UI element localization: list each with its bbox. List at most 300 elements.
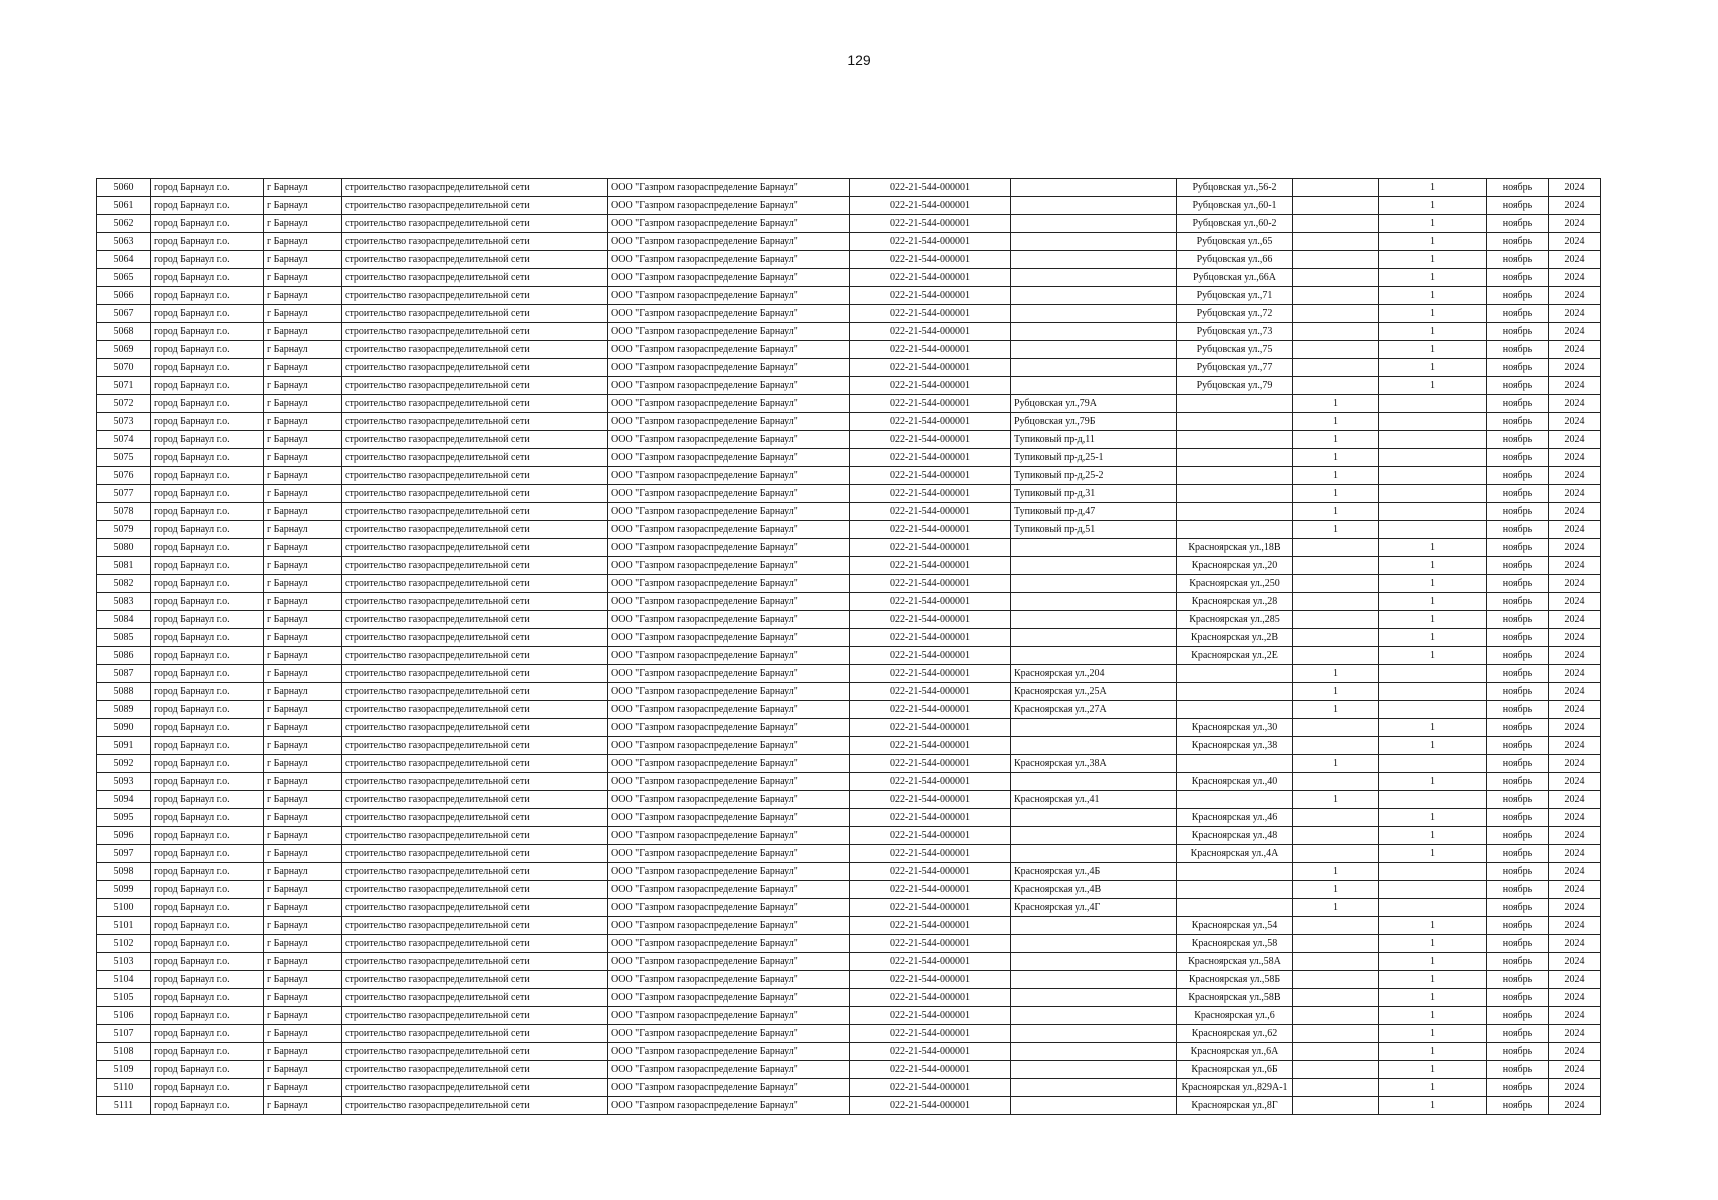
district-cell: город Барнаул г.о. xyxy=(151,215,264,233)
count-a-cell xyxy=(1293,359,1379,377)
address-b-cell: Красноярская ул.,6А xyxy=(1177,1043,1293,1061)
month-cell: ноябрь xyxy=(1487,881,1549,899)
code-cell: 022-21-544-000001 xyxy=(850,287,1011,305)
work-type-cell: строительство газораспределительной сети xyxy=(342,359,608,377)
address-b-cell: Красноярская ул.,6Б xyxy=(1177,1061,1293,1079)
district-cell: город Барнаул г.о. xyxy=(151,305,264,323)
district-cell: город Барнаул г.о. xyxy=(151,611,264,629)
address-a-cell: Красноярская ул.,204 xyxy=(1011,665,1177,683)
count-b-cell: 1 xyxy=(1379,737,1487,755)
city-cell: г Барнаул xyxy=(264,1007,342,1025)
table-row xyxy=(97,557,1601,575)
row-number-cell: 5060 xyxy=(97,179,151,197)
count-b-cell xyxy=(1379,413,1487,431)
city-cell: г Барнаул xyxy=(264,989,342,1007)
month-cell: ноябрь xyxy=(1487,449,1549,467)
year-cell: 2024 xyxy=(1549,287,1601,305)
city-cell: г Барнаул xyxy=(264,953,342,971)
count-a-cell xyxy=(1293,251,1379,269)
district-cell: город Барнаул г.о. xyxy=(151,773,264,791)
year-cell: 2024 xyxy=(1549,341,1601,359)
city-cell: г Барнаул xyxy=(264,359,342,377)
row-number-cell: 5065 xyxy=(97,269,151,287)
city-cell: г Барнаул xyxy=(264,1097,342,1115)
city-cell: г Барнаул xyxy=(264,647,342,665)
city-cell: г Барнаул xyxy=(264,845,342,863)
address-a-cell: Тупиковый пр-д,11 xyxy=(1011,431,1177,449)
row-number-cell: 5091 xyxy=(97,737,151,755)
year-cell: 2024 xyxy=(1549,827,1601,845)
row-number-cell: 5079 xyxy=(97,521,151,539)
address-a-cell xyxy=(1011,1097,1177,1115)
month-cell: ноябрь xyxy=(1487,863,1549,881)
address-b-cell: Красноярская ул.,8Г xyxy=(1177,1097,1293,1115)
count-a-cell: 1 xyxy=(1293,467,1379,485)
month-cell: ноябрь xyxy=(1487,179,1549,197)
address-b-cell: Красноярская ул.,18В xyxy=(1177,539,1293,557)
work-type-cell: строительство газораспределительной сети xyxy=(342,233,608,251)
year-cell: 2024 xyxy=(1549,737,1601,755)
district-cell: город Барнаул г.о. xyxy=(151,701,264,719)
work-type-cell: строительство газораспределительной сети xyxy=(342,179,608,197)
count-a-cell xyxy=(1293,845,1379,863)
table-row xyxy=(97,593,1601,611)
organization-cell: ООО "Газпром газораспределение Барнаул" xyxy=(608,1025,850,1043)
code-cell: 022-21-544-000001 xyxy=(850,971,1011,989)
work-type-cell: строительство газораспределительной сети xyxy=(342,467,608,485)
table-row xyxy=(97,1025,1601,1043)
city-cell: г Барнаул xyxy=(264,755,342,773)
count-b-cell: 1 xyxy=(1379,1097,1487,1115)
address-b-cell: Красноярская ул.,285 xyxy=(1177,611,1293,629)
address-b-cell xyxy=(1177,485,1293,503)
address-a-cell xyxy=(1011,1043,1177,1061)
organization-cell: ООО "Газпром газораспределение Барнаул" xyxy=(608,521,850,539)
city-cell: г Барнаул xyxy=(264,1061,342,1079)
district-cell: город Барнаул г.о. xyxy=(151,1097,264,1115)
table-row xyxy=(97,485,1601,503)
year-cell: 2024 xyxy=(1549,215,1601,233)
work-type-cell: строительство газораспределительной сети xyxy=(342,1025,608,1043)
month-cell: ноябрь xyxy=(1487,953,1549,971)
row-number-cell: 5108 xyxy=(97,1043,151,1061)
month-cell: ноябрь xyxy=(1487,251,1549,269)
count-a-cell xyxy=(1293,611,1379,629)
count-b-cell: 1 xyxy=(1379,827,1487,845)
address-a-cell xyxy=(1011,953,1177,971)
address-b-cell xyxy=(1177,899,1293,917)
table-row xyxy=(97,719,1601,737)
month-cell: ноябрь xyxy=(1487,215,1549,233)
work-type-cell: строительство газораспределительной сети xyxy=(342,413,608,431)
work-type-cell: строительство газораспределительной сети xyxy=(342,521,608,539)
table-row xyxy=(97,251,1601,269)
count-a-cell: 1 xyxy=(1293,881,1379,899)
count-b-cell: 1 xyxy=(1379,269,1487,287)
district-cell: город Барнаул г.о. xyxy=(151,539,264,557)
organization-cell: ООО "Газпром газораспределение Барнаул" xyxy=(608,485,850,503)
row-number-cell: 5105 xyxy=(97,989,151,1007)
work-type-cell: строительство газораспределительной сети xyxy=(342,737,608,755)
city-cell: г Барнаул xyxy=(264,341,342,359)
count-b-cell: 1 xyxy=(1379,305,1487,323)
table-row xyxy=(97,431,1601,449)
table-row xyxy=(97,629,1601,647)
organization-cell: ООО "Газпром газораспределение Барнаул" xyxy=(608,665,850,683)
count-b-cell: 1 xyxy=(1379,1007,1487,1025)
row-number-cell: 5096 xyxy=(97,827,151,845)
address-a-cell xyxy=(1011,647,1177,665)
year-cell: 2024 xyxy=(1549,1079,1601,1097)
count-b-cell: 1 xyxy=(1379,773,1487,791)
row-number-cell: 5088 xyxy=(97,683,151,701)
district-cell: город Барнаул г.о. xyxy=(151,1025,264,1043)
address-b-cell: Красноярская ул.,38 xyxy=(1177,737,1293,755)
district-cell: город Барнаул г.о. xyxy=(151,1061,264,1079)
row-number-cell: 5069 xyxy=(97,341,151,359)
work-type-cell: строительство газораспределительной сети xyxy=(342,935,608,953)
year-cell: 2024 xyxy=(1549,521,1601,539)
organization-cell: ООО "Газпром газораспределение Барнаул" xyxy=(608,935,850,953)
year-cell: 2024 xyxy=(1549,179,1601,197)
address-b-cell: Рубцовская ул.,77 xyxy=(1177,359,1293,377)
year-cell: 2024 xyxy=(1549,611,1601,629)
year-cell: 2024 xyxy=(1549,935,1601,953)
code-cell: 022-21-544-000001 xyxy=(850,989,1011,1007)
work-type-cell: строительство газораспределительной сети xyxy=(342,665,608,683)
year-cell: 2024 xyxy=(1549,449,1601,467)
organization-cell: ООО "Газпром газораспределение Барнаул" xyxy=(608,719,850,737)
district-cell: город Барнаул г.о. xyxy=(151,485,264,503)
count-a-cell xyxy=(1293,1025,1379,1043)
month-cell: ноябрь xyxy=(1487,773,1549,791)
organization-cell: ООО "Газпром газораспределение Барнаул" xyxy=(608,431,850,449)
code-cell: 022-21-544-000001 xyxy=(850,485,1011,503)
count-a-cell xyxy=(1293,215,1379,233)
district-cell: город Барнаул г.о. xyxy=(151,323,264,341)
address-a-cell xyxy=(1011,611,1177,629)
address-a-cell xyxy=(1011,305,1177,323)
address-a-cell xyxy=(1011,251,1177,269)
month-cell: ноябрь xyxy=(1487,521,1549,539)
code-cell: 022-21-544-000001 xyxy=(850,827,1011,845)
year-cell: 2024 xyxy=(1549,413,1601,431)
city-cell: г Барнаул xyxy=(264,629,342,647)
count-b-cell xyxy=(1379,881,1487,899)
address-a-cell: Тупиковый пр-д,51 xyxy=(1011,521,1177,539)
code-cell: 022-21-544-000001 xyxy=(850,395,1011,413)
code-cell: 022-21-544-000001 xyxy=(850,791,1011,809)
organization-cell: ООО "Газпром газораспределение Барнаул" xyxy=(608,323,850,341)
city-cell: г Барнаул xyxy=(264,377,342,395)
table-row xyxy=(97,683,1601,701)
address-a-cell xyxy=(1011,827,1177,845)
address-a-cell: Красноярская ул.,41 xyxy=(1011,791,1177,809)
address-b-cell: Красноярская ул.,4А xyxy=(1177,845,1293,863)
table-row xyxy=(97,521,1601,539)
row-number-cell: 5098 xyxy=(97,863,151,881)
code-cell: 022-21-544-000001 xyxy=(850,881,1011,899)
year-cell: 2024 xyxy=(1549,575,1601,593)
city-cell: г Барнаул xyxy=(264,467,342,485)
organization-cell: ООО "Газпром газораспределение Барнаул" xyxy=(608,989,850,1007)
code-cell: 022-21-544-000001 xyxy=(850,1097,1011,1115)
district-cell: город Барнаул г.о. xyxy=(151,557,264,575)
city-cell: г Барнаул xyxy=(264,593,342,611)
table-row xyxy=(97,1097,1601,1115)
month-cell: ноябрь xyxy=(1487,611,1549,629)
count-a-cell: 1 xyxy=(1293,431,1379,449)
month-cell: ноябрь xyxy=(1487,827,1549,845)
organization-cell: ООО "Газпром газораспределение Барнаул" xyxy=(608,755,850,773)
year-cell: 2024 xyxy=(1549,773,1601,791)
address-a-cell: Красноярская ул.,27А xyxy=(1011,701,1177,719)
address-b-cell xyxy=(1177,755,1293,773)
address-b-cell: Красноярская ул.,40 xyxy=(1177,773,1293,791)
year-cell: 2024 xyxy=(1549,881,1601,899)
address-a-cell: Тупиковый пр-д,25-1 xyxy=(1011,449,1177,467)
organization-cell: ООО "Газпром газораспределение Барнаул" xyxy=(608,845,850,863)
work-type-cell: строительство газораспределительной сети xyxy=(342,791,608,809)
district-cell: город Барнаул г.о. xyxy=(151,737,264,755)
row-number-cell: 5066 xyxy=(97,287,151,305)
count-b-cell: 1 xyxy=(1379,539,1487,557)
count-b-cell: 1 xyxy=(1379,377,1487,395)
organization-cell: ООО "Газпром газораспределение Барнаул" xyxy=(608,341,850,359)
address-b-cell xyxy=(1177,791,1293,809)
count-b-cell xyxy=(1379,899,1487,917)
month-cell: ноябрь xyxy=(1487,647,1549,665)
row-number-cell: 5070 xyxy=(97,359,151,377)
work-type-cell: строительство газораспределительной сети xyxy=(342,845,608,863)
year-cell: 2024 xyxy=(1549,395,1601,413)
district-cell: город Барнаул г.о. xyxy=(151,467,264,485)
count-a-cell xyxy=(1293,1097,1379,1115)
code-cell: 022-21-544-000001 xyxy=(850,251,1011,269)
month-cell: ноябрь xyxy=(1487,845,1549,863)
address-b-cell xyxy=(1177,431,1293,449)
count-a-cell: 1 xyxy=(1293,683,1379,701)
count-a-cell xyxy=(1293,647,1379,665)
address-b-cell: Красноярская ул.,2В xyxy=(1177,629,1293,647)
count-a-cell: 1 xyxy=(1293,521,1379,539)
work-type-cell: строительство газораспределительной сети xyxy=(342,971,608,989)
year-cell: 2024 xyxy=(1549,557,1601,575)
table-row xyxy=(97,827,1601,845)
table-row xyxy=(97,647,1601,665)
count-a-cell xyxy=(1293,935,1379,953)
organization-cell: ООО "Газпром газораспределение Барнаул" xyxy=(608,395,850,413)
table-row xyxy=(97,503,1601,521)
address-b-cell: Красноярская ул.,20 xyxy=(1177,557,1293,575)
table-row xyxy=(97,881,1601,899)
count-b-cell: 1 xyxy=(1379,359,1487,377)
address-a-cell xyxy=(1011,197,1177,215)
work-type-cell: строительство газораспределительной сети xyxy=(342,1061,608,1079)
organization-cell: ООО "Газпром газораспределение Барнаул" xyxy=(608,251,850,269)
row-number-cell: 5082 xyxy=(97,575,151,593)
year-cell: 2024 xyxy=(1549,953,1601,971)
count-b-cell: 1 xyxy=(1379,1025,1487,1043)
row-number-cell: 5100 xyxy=(97,899,151,917)
district-cell: город Барнаул г.о. xyxy=(151,881,264,899)
count-b-cell: 1 xyxy=(1379,341,1487,359)
code-cell: 022-21-544-000001 xyxy=(850,701,1011,719)
address-b-cell: Красноярская ул.,2Е xyxy=(1177,647,1293,665)
count-a-cell xyxy=(1293,305,1379,323)
month-cell: ноябрь xyxy=(1487,485,1549,503)
row-number-cell: 5102 xyxy=(97,935,151,953)
count-b-cell: 1 xyxy=(1379,845,1487,863)
address-a-cell xyxy=(1011,575,1177,593)
organization-cell: ООО "Газпром газораспределение Барнаул" xyxy=(608,683,850,701)
address-a-cell: Красноярская ул.,4Г xyxy=(1011,899,1177,917)
month-cell: ноябрь xyxy=(1487,1097,1549,1115)
work-type-cell: строительство газораспределительной сети xyxy=(342,683,608,701)
address-a-cell xyxy=(1011,989,1177,1007)
table-row xyxy=(97,899,1601,917)
city-cell: г Барнаул xyxy=(264,449,342,467)
district-cell: город Барнаул г.о. xyxy=(151,179,264,197)
month-cell: ноябрь xyxy=(1487,1025,1549,1043)
district-cell: город Барнаул г.о. xyxy=(151,863,264,881)
table-row xyxy=(97,953,1601,971)
organization-cell: ООО "Газпром газораспределение Барнаул" xyxy=(608,701,850,719)
code-cell: 022-21-544-000001 xyxy=(850,683,1011,701)
table-row xyxy=(97,809,1601,827)
year-cell: 2024 xyxy=(1549,197,1601,215)
count-b-cell xyxy=(1379,521,1487,539)
table-row xyxy=(97,1043,1601,1061)
city-cell: г Барнаул xyxy=(264,269,342,287)
table-row xyxy=(97,323,1601,341)
table-row xyxy=(97,971,1601,989)
row-number-cell: 5111 xyxy=(97,1097,151,1115)
code-cell: 022-21-544-000001 xyxy=(850,503,1011,521)
organization-cell: ООО "Газпром газораспределение Барнаул" xyxy=(608,557,850,575)
work-type-cell: строительство газораспределительной сети xyxy=(342,989,608,1007)
month-cell: ноябрь xyxy=(1487,395,1549,413)
city-cell: г Барнаул xyxy=(264,683,342,701)
count-a-cell xyxy=(1293,971,1379,989)
row-number-cell: 5073 xyxy=(97,413,151,431)
district-cell: город Барнаул г.о. xyxy=(151,521,264,539)
row-number-cell: 5099 xyxy=(97,881,151,899)
district-cell: город Барнаул г.о. xyxy=(151,269,264,287)
district-cell: город Барнаул г.о. xyxy=(151,1079,264,1097)
month-cell: ноябрь xyxy=(1487,791,1549,809)
count-b-cell: 1 xyxy=(1379,287,1487,305)
code-cell: 022-21-544-000001 xyxy=(850,431,1011,449)
address-b-cell xyxy=(1177,665,1293,683)
address-b-cell: Красноярская ул.,6 xyxy=(1177,1007,1293,1025)
count-b-cell: 1 xyxy=(1379,971,1487,989)
table-row xyxy=(97,917,1601,935)
work-type-cell: строительство газораспределительной сети xyxy=(342,431,608,449)
row-number-cell: 5081 xyxy=(97,557,151,575)
count-b-cell: 1 xyxy=(1379,1061,1487,1079)
address-b-cell xyxy=(1177,503,1293,521)
district-cell: город Барнаул г.о. xyxy=(151,989,264,1007)
district-cell: город Барнаул г.о. xyxy=(151,755,264,773)
code-cell: 022-21-544-000001 xyxy=(850,611,1011,629)
address-a-cell xyxy=(1011,287,1177,305)
work-type-cell: строительство газораспределительной сети xyxy=(342,557,608,575)
table-row xyxy=(97,989,1601,1007)
city-cell: г Барнаул xyxy=(264,305,342,323)
work-type-cell: строительство газораспределительной сети xyxy=(342,593,608,611)
month-cell: ноябрь xyxy=(1487,539,1549,557)
count-a-cell xyxy=(1293,1079,1379,1097)
count-a-cell: 1 xyxy=(1293,791,1379,809)
district-cell: город Барнаул г.о. xyxy=(151,359,264,377)
row-number-cell: 5109 xyxy=(97,1061,151,1079)
count-b-cell: 1 xyxy=(1379,647,1487,665)
address-a-cell xyxy=(1011,1061,1177,1079)
count-a-cell xyxy=(1293,575,1379,593)
year-cell: 2024 xyxy=(1549,1025,1601,1043)
address-b-cell xyxy=(1177,467,1293,485)
table-row xyxy=(97,179,1601,197)
month-cell: ноябрь xyxy=(1487,593,1549,611)
month-cell: ноябрь xyxy=(1487,233,1549,251)
organization-cell: ООО "Газпром газораспределение Барнаул" xyxy=(608,827,850,845)
code-cell: 022-21-544-000001 xyxy=(850,899,1011,917)
row-number-cell: 5103 xyxy=(97,953,151,971)
code-cell: 022-21-544-000001 xyxy=(850,413,1011,431)
count-a-cell: 1 xyxy=(1293,701,1379,719)
count-a-cell xyxy=(1293,593,1379,611)
row-number-cell: 5078 xyxy=(97,503,151,521)
month-cell: ноябрь xyxy=(1487,1061,1549,1079)
organization-cell: ООО "Газпром газораспределение Барнаул" xyxy=(608,359,850,377)
count-a-cell xyxy=(1293,1007,1379,1025)
work-type-cell: строительство газораспределительной сети xyxy=(342,1097,608,1115)
district-cell: город Барнаул г.о. xyxy=(151,953,264,971)
count-b-cell xyxy=(1379,791,1487,809)
city-cell: г Барнаул xyxy=(264,197,342,215)
code-cell: 022-21-544-000001 xyxy=(850,809,1011,827)
address-b-cell: Красноярская ул.,250 xyxy=(1177,575,1293,593)
address-b-cell: Красноярская ул.,28 xyxy=(1177,593,1293,611)
year-cell: 2024 xyxy=(1549,647,1601,665)
city-cell: г Барнаул xyxy=(264,521,342,539)
work-type-cell: строительство газораспределительной сети xyxy=(342,197,608,215)
organization-cell: ООО "Газпром газораспределение Барнаул" xyxy=(608,197,850,215)
work-type-cell: строительство газораспределительной сети xyxy=(342,1007,608,1025)
month-cell: ноябрь xyxy=(1487,755,1549,773)
year-cell: 2024 xyxy=(1549,863,1601,881)
registry-table xyxy=(96,178,1601,1115)
city-cell: г Барнаул xyxy=(264,881,342,899)
row-number-cell: 5095 xyxy=(97,809,151,827)
count-b-cell: 1 xyxy=(1379,989,1487,1007)
year-cell: 2024 xyxy=(1549,719,1601,737)
count-a-cell xyxy=(1293,719,1379,737)
district-cell: город Барнаул г.о. xyxy=(151,503,264,521)
count-a-cell xyxy=(1293,287,1379,305)
organization-cell: ООО "Газпром газораспределение Барнаул" xyxy=(608,593,850,611)
work-type-cell: строительство газораспределительной сети xyxy=(342,863,608,881)
row-number-cell: 5084 xyxy=(97,611,151,629)
address-a-cell xyxy=(1011,1025,1177,1043)
count-a-cell xyxy=(1293,917,1379,935)
count-a-cell xyxy=(1293,1043,1379,1061)
year-cell: 2024 xyxy=(1549,1007,1601,1025)
work-type-cell: строительство газораспределительной сети xyxy=(342,287,608,305)
count-a-cell xyxy=(1293,557,1379,575)
count-b-cell: 1 xyxy=(1379,323,1487,341)
